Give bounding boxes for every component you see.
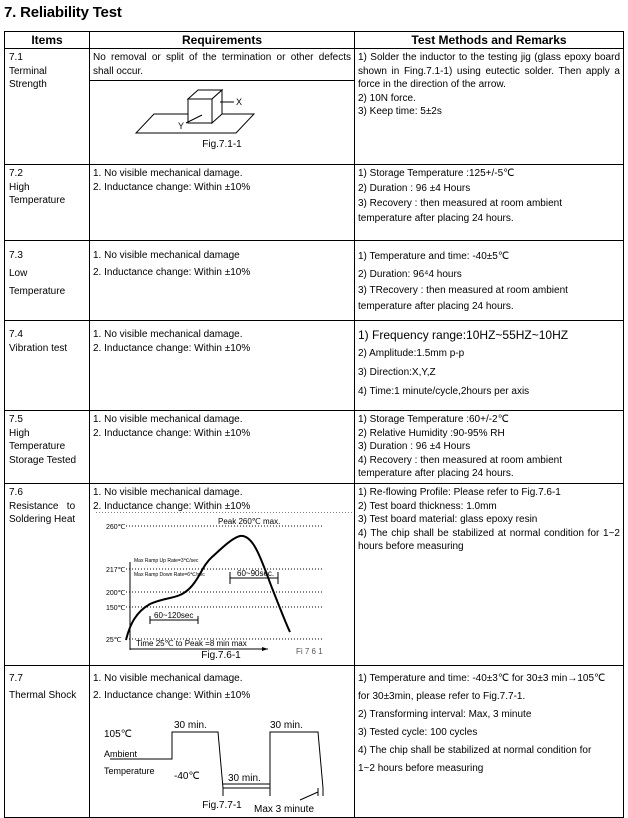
transfer-label: Max 3 minute — [254, 804, 315, 814]
method-line: 3) Tested cycle: 100 cycles — [358, 727, 478, 738]
requirement-line: 1. No visible mechanical damage. — [93, 673, 243, 684]
axis-label-x: X — [236, 97, 243, 107]
methods-cell — [355, 484, 624, 666]
tick-label-150: 150℃ — [106, 605, 126, 612]
methods-cell — [355, 49, 624, 165]
item-name: Storage Tested — [9, 454, 77, 466]
item-number: 7.3 — [9, 250, 23, 261]
terminal-strength-diagram — [90, 81, 352, 141]
method-line: 2) 10N force. — [358, 92, 416, 104]
dwell-label-low: 30 min. — [228, 773, 261, 784]
method-line: 3) Direction:X,Y,Z — [358, 367, 436, 378]
ambient-label: Ambient — [104, 749, 138, 759]
item-number: 7.5 — [9, 414, 23, 425]
header-items: Items — [5, 32, 90, 49]
dwell-label-high-2: 30 min. — [270, 720, 303, 731]
requirement-line: 2. Inductance change: Within ±10% — [93, 427, 251, 439]
item-name: High — [9, 427, 30, 439]
requirement-line: 2. Inductance change: Within ±10% — [93, 181, 251, 193]
methods-cell — [355, 241, 624, 321]
tick-label-200: 200℃ — [106, 590, 126, 597]
requirement-line: 2. Inductance change: Within ±10% — [93, 500, 251, 512]
requirements-cell — [90, 484, 355, 666]
requirement-line: 2. Inductance change: Within ±10% — [93, 267, 251, 278]
item-cell — [5, 411, 90, 484]
reflow-profile-chart — [90, 512, 352, 662]
table-row — [5, 666, 624, 818]
thermal-shock-diagram — [90, 704, 352, 814]
method-line: 2) Amplitude:1.5mm p-p — [358, 348, 465, 359]
ramp-up-label: Max Ramp Up Rate=3℃/sec — [134, 558, 199, 564]
item-name: Thermal Shock — [9, 690, 77, 701]
requirement-line: 1. No visible mechanical damage — [93, 250, 240, 261]
requirements-cell — [90, 411, 355, 484]
method-line: for 30±3min, please refer to Fig.7.7-1. — [358, 691, 526, 702]
requirement-text: No removal or split of the termination or other defects shall occur. — [93, 52, 351, 77]
method-line: 1) Temperature and time: -40±3℃ for 30±3 min→105℃ — [358, 673, 606, 684]
item-name: Terminal — [9, 65, 47, 77]
reliability-test-table — [4, 31, 624, 818]
method-line: 1~2 hours before measuring — [358, 763, 484, 774]
table-row — [5, 484, 624, 666]
method-line: 1) Solder the inductor to the testing jig (glass epoxy board shown in Fing.7.1-1) using eutectic solder. Then apply a force in the direction of the arrow. — [358, 52, 620, 90]
header-requirements: Requirements — [90, 32, 355, 49]
tick-label-25: 25℃ — [106, 637, 122, 644]
method-line: 1) Re-flowing Profile: Please refer to Fig.7.6-1 — [358, 487, 561, 498]
requirements-cell — [90, 321, 355, 411]
preheat-label: 60~120sec — [154, 611, 194, 620]
tick-label-260: 260℃ — [106, 524, 126, 531]
low-temp-label: -40℃ — [174, 771, 200, 782]
item-name: Soldering Heat — [9, 514, 76, 525]
time-note: Time 25℃ to Peak =8 min max — [136, 639, 247, 648]
item-name: Resistance to — [9, 500, 76, 512]
ramp-down-label: Max Ramp Down Rate=6℃/sec — [134, 572, 205, 578]
tick-label-217: 217℃ — [106, 567, 126, 574]
dwell-label-high-1: 30 min. — [174, 720, 207, 731]
method-line: 2) Transforming interval: Max, 3 minute — [358, 709, 532, 720]
temperature-label: Temperature — [104, 766, 155, 776]
peak-label: Peak 260℃ max. — [218, 517, 281, 526]
method-line: 2) Test board thickness: 1.0mm — [358, 500, 497, 512]
method-line: 3) Recovery : then measured at room ambient — [358, 197, 562, 209]
item-cell — [5, 666, 90, 818]
requirement-line: 2. Inductance change: Within ±10% — [93, 342, 251, 354]
section-title: 7. Reliability Test — [4, 4, 122, 21]
figure-caption: Fig.7.6-1 — [201, 650, 241, 661]
method-line: 1) Frequency range:10HZ~55HZ~10HZ — [358, 328, 569, 342]
item-number: 7.4 — [9, 329, 23, 340]
table-row — [5, 49, 624, 165]
item-number: 7.7 — [9, 673, 23, 684]
item-name: High — [9, 181, 30, 193]
requirement-line: 1. No visible mechanical damage. — [93, 414, 243, 425]
method-line: 4) Recovery : then measured at room ambient — [358, 454, 562, 466]
item-number: 7.2 — [9, 168, 23, 179]
cut-text: Fi 7 6 1 — [296, 647, 323, 656]
requirement-line: 1. No visible mechanical damage. — [93, 487, 243, 498]
method-line: temperature after placing 24 hours. — [358, 212, 514, 224]
item-cell — [5, 49, 90, 165]
header-methods: Test Methods and Remarks — [355, 32, 624, 49]
method-line: 1) Temperature and time: -40±5℃ — [358, 251, 510, 262]
requirements-cell — [90, 49, 355, 165]
figure-caption: Fig.7.7-1 — [202, 800, 242, 811]
method-line: temperature after placing 24 hours. — [358, 301, 514, 312]
requirement-line: 2. Inductance change: Within ±10% — [93, 690, 251, 701]
method-line: temperature after placing 24 hours. — [358, 468, 514, 479]
item-name: Strength — [9, 79, 47, 90]
table-header-row — [5, 32, 624, 49]
requirements-cell — [90, 241, 355, 321]
method-line: 2) Relative Humidity :90-95% RH — [358, 427, 505, 439]
item-name: Temperature — [9, 286, 66, 297]
item-cell — [5, 484, 90, 666]
item-cell — [5, 321, 90, 411]
item-name: Temperature — [9, 441, 66, 452]
method-line: 3) Keep time: 5±2s — [358, 106, 442, 117]
methods-cell — [355, 411, 624, 484]
method-line: 3) TRecovery : then measured at room ambient — [358, 285, 568, 296]
table-row — [5, 241, 624, 321]
method-line: 3) Test board material: glass epoxy resin — [358, 514, 538, 525]
requirements-cell — [90, 165, 355, 241]
requirements-cell — [90, 666, 355, 818]
table-row — [5, 411, 624, 484]
method-line: 1) Storage Temperature :60+/-2℃ — [358, 414, 509, 425]
methods-cell — [355, 321, 624, 411]
item-number: 7.6 — [9, 487, 23, 498]
high-temp-label: 105℃ — [104, 729, 132, 740]
requirement-line: 1. No visible mechanical damage. — [93, 168, 243, 179]
method-line: 4) The chip shall be stabilized at normal condition for — [358, 745, 592, 756]
dwell-label: 60~90sec. — [237, 569, 275, 578]
table-row — [5, 165, 624, 241]
item-name: Temperature — [9, 195, 66, 206]
method-line: 4) Time:1 minute/cycle,2hours per axis — [358, 386, 530, 397]
item-number: 7.1 — [9, 52, 23, 63]
terminal-strength-figure — [90, 80, 354, 153]
method-line: 4) The chip shall be stabilized at normal condition for 1~2 hours before measuring — [358, 527, 620, 552]
item-name: Vibration test — [9, 342, 68, 354]
method-line: 2) Duration: 96⁴4 hours — [358, 269, 462, 280]
methods-cell — [355, 165, 624, 241]
method-line: 1) Storage Temperature :125+/-5℃ — [358, 168, 515, 179]
requirement-line: 1. No visible mechanical damage. — [93, 329, 243, 340]
item-name: Low — [9, 268, 28, 279]
methods-cell — [355, 666, 624, 818]
item-cell — [5, 241, 90, 321]
axis-label-y: Y — [178, 121, 185, 131]
method-line: 3) Duration : 96 ±4 Hours — [358, 441, 471, 452]
item-cell — [5, 165, 90, 241]
table-row — [5, 321, 624, 411]
method-line: 2) Duration : 96 ±4 Hours — [358, 182, 471, 194]
figure-caption: Fig.7.1-1 — [202, 139, 242, 150]
